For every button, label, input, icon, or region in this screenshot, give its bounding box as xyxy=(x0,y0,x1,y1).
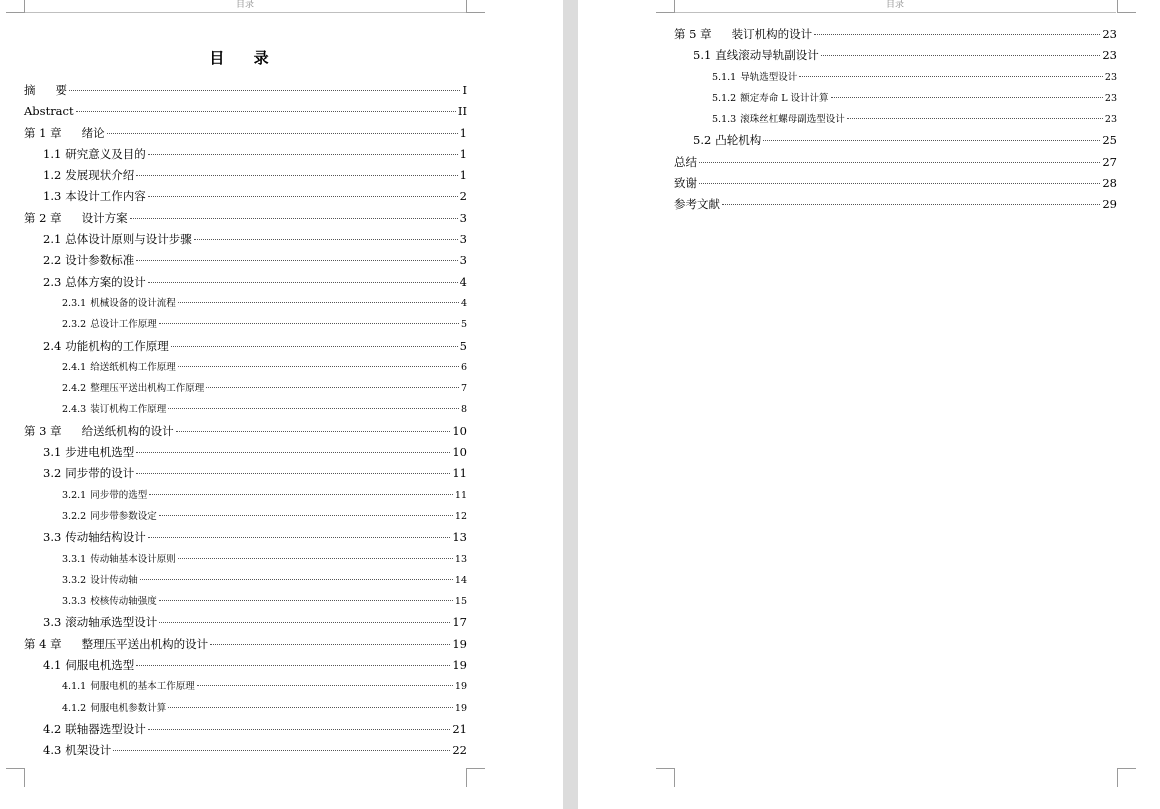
toc-dot-leader xyxy=(159,600,453,601)
toc-entry-page-number: II xyxy=(457,104,467,119)
toc-entry-title: 传动轴结构设计 xyxy=(65,530,146,545)
toc-entry[interactable] xyxy=(674,152,1117,173)
toc-entry-title: 滚珠丝杠螺母副选型设计 xyxy=(740,114,845,126)
toc-entry-title: 设计方案 xyxy=(81,210,128,225)
header-rule xyxy=(674,12,1116,13)
toc-entry-title: 研究意义及目的 xyxy=(65,146,146,161)
toc-entry-page-number: 12 xyxy=(454,510,467,522)
toc-entry[interactable] xyxy=(24,186,467,207)
crop-mark-top-left xyxy=(656,0,675,13)
toc-entry[interactable] xyxy=(24,272,467,293)
toc-entry-number: 2.3.2 xyxy=(62,319,87,331)
toc-entry-title: 参考文献 xyxy=(674,197,720,212)
toc-dot-leader xyxy=(197,685,453,686)
toc-entry-title: 同步带的选型 xyxy=(90,489,148,501)
toc-entry-title: 整理压平送出机构工作原理 xyxy=(90,383,205,395)
toc-entry-title: 直线滚动导轨副设计 xyxy=(715,48,819,63)
toc-entry-title: 传动轴基本设计原则 xyxy=(90,553,176,565)
toc-entry-title: 本设计工作内容 xyxy=(65,189,146,204)
toc-dot-leader xyxy=(159,515,453,516)
toc-entry-number: 2.4 xyxy=(43,338,62,353)
toc-entry-number: 4.2 xyxy=(43,721,62,736)
toc-dot-leader xyxy=(814,34,1100,35)
toc-entry-number: 第 4 章 xyxy=(24,636,62,651)
toc-entry-page-number: 23 xyxy=(1104,114,1117,126)
toc-dot-leader xyxy=(171,346,458,347)
toc-entry-page-number: 19 xyxy=(454,702,467,714)
toc-entry-page-number: 5 xyxy=(460,319,467,331)
toc-entry-number: 2.3 xyxy=(43,274,62,289)
toc-dot-leader xyxy=(178,366,459,367)
toc-entry-title: 伺服电机选型 xyxy=(65,658,135,673)
toc-entry-number: 2.3.1 xyxy=(62,297,87,309)
crop-mark-bottom-right xyxy=(466,768,485,787)
toc-entry-title: 凸轮机构 xyxy=(715,133,762,148)
toc-entry-title: 整理压平送出机构的设计 xyxy=(81,636,209,651)
toc-entry-page-number: 8 xyxy=(460,404,467,416)
toc-dot-leader xyxy=(140,579,453,580)
crop-mark-bottom-right xyxy=(1117,768,1136,787)
toc-entry-page-number: 19 xyxy=(454,681,467,693)
toc-entry-page-number: 4 xyxy=(459,274,467,289)
toc-entry[interactable] xyxy=(24,634,467,655)
toc-dot-leader xyxy=(136,665,450,666)
toc-entry-number: 3.2.2 xyxy=(62,510,87,522)
toc-entry[interactable] xyxy=(24,442,467,463)
toc-entry[interactable] xyxy=(24,655,467,676)
toc-entry-page-number: 19 xyxy=(452,658,467,673)
toc-dot-leader xyxy=(821,55,1101,56)
toc-entry[interactable] xyxy=(24,314,467,335)
toc-entry-title: 功能机构的工作原理 xyxy=(65,338,169,353)
toc-entry-page-number: 10 xyxy=(452,423,467,438)
toc-entry[interactable] xyxy=(24,165,467,186)
toc-entry-number: 摘 xyxy=(24,83,36,97)
toc-entry-title: 发展现状介绍 xyxy=(65,168,135,183)
toc-entry-title: 机械设备的设计流程 xyxy=(90,297,176,309)
toc-entry-number: 2.4.1 xyxy=(62,361,87,373)
toc-entry-page-number: 29 xyxy=(1102,197,1117,212)
toc-entry[interactable] xyxy=(24,421,467,442)
toc-dot-leader xyxy=(159,622,450,623)
toc-entry-page-number: 7 xyxy=(460,383,467,395)
toc-entry-number: 第 3 章 xyxy=(24,423,62,438)
toc-entry[interactable] xyxy=(674,24,1117,45)
toc-entry-title: 给送纸机构工作原理 xyxy=(90,361,176,373)
toc-entry[interactable] xyxy=(24,698,467,719)
toc-entry-title: 同步带参数设定 xyxy=(90,510,157,522)
toc-entry[interactable] xyxy=(24,506,467,527)
toc-entry-page-number: 2 xyxy=(459,189,467,204)
toc-entry[interactable] xyxy=(24,612,467,633)
toc-entry-title: 联轴器选型设计 xyxy=(65,721,146,736)
toc-entry-title: 滚动轴承选型设计 xyxy=(65,615,158,630)
toc-dot-leader xyxy=(136,260,457,261)
toc-dot-leader xyxy=(130,218,458,219)
crop-mark-top-right xyxy=(1117,0,1136,13)
toc-entry[interactable] xyxy=(24,570,467,591)
toc-entry-title: 设计参数标准 xyxy=(65,253,135,268)
toc-entry-number: 5.1.2 xyxy=(712,92,737,104)
toc-dot-leader xyxy=(148,729,451,730)
toc-dot-leader xyxy=(168,707,453,708)
toc-dot-leader xyxy=(136,473,450,474)
running-header: 目录 xyxy=(235,0,255,10)
toc-dot-leader xyxy=(176,431,451,432)
toc-entry-title: 给送纸机构的设计 xyxy=(81,423,174,438)
toc-entry-number: 第 2 章 xyxy=(24,210,62,225)
running-header: 目录 xyxy=(885,0,905,10)
toc-entry[interactable] xyxy=(24,229,467,250)
crop-mark-top-right xyxy=(466,0,485,13)
toc-entry[interactable] xyxy=(24,719,467,740)
toc-entry-number: 1.3 xyxy=(43,189,62,204)
toc-entry-title: 总设计工作原理 xyxy=(90,319,157,331)
document-page-right xyxy=(578,0,1160,809)
toc-entry[interactable] xyxy=(24,740,467,761)
toc-entry-title: 绪论 xyxy=(81,125,105,140)
toc-entry[interactable] xyxy=(24,80,467,101)
toc-entry-number: 2.2 xyxy=(43,253,62,268)
toc-entry-title: 装订机构的设计 xyxy=(731,27,813,41)
toc-entry-page-number: 11 xyxy=(452,466,467,481)
toc-title: 目 录 xyxy=(209,49,281,67)
toc-entry-page-number: 21 xyxy=(452,721,467,736)
toc-dot-leader xyxy=(136,452,450,453)
toc-entry-number: 3.3.1 xyxy=(62,553,87,565)
toc-entry[interactable] xyxy=(24,591,467,612)
toc-entry-page-number: 3 xyxy=(459,253,467,268)
document-page-left xyxy=(0,0,563,809)
toc-entry-title: 伺服电机的基本工作原理 xyxy=(90,681,195,693)
page-gutter xyxy=(563,0,578,809)
toc-entry[interactable] xyxy=(24,485,467,506)
crop-mark-bottom-left xyxy=(6,768,25,787)
toc-dot-leader xyxy=(69,90,460,91)
toc-dot-leader xyxy=(148,196,458,197)
toc-entry-page-number: 28 xyxy=(1102,176,1117,191)
toc-entry-page-number: 6 xyxy=(460,361,467,373)
toc-entry-page-number: 13 xyxy=(452,530,467,545)
toc-entry-number: 2.4.3 xyxy=(62,404,87,416)
toc-entry-page-number: 27 xyxy=(1102,154,1117,169)
toc-entry-title: 总结 xyxy=(674,154,697,169)
toc-entry-title: 设计传动轴 xyxy=(90,574,138,586)
toc-entry[interactable] xyxy=(24,676,467,697)
toc-entry-page-number: 23 xyxy=(1102,27,1117,41)
toc-entry[interactable] xyxy=(24,293,467,314)
toc-entry-number: 5.2 xyxy=(693,133,712,148)
toc-entry[interactable] xyxy=(24,101,467,122)
toc-dot-leader xyxy=(847,118,1103,119)
toc-dot-leader xyxy=(159,323,459,324)
toc-entry-title: 伺服电机参数计算 xyxy=(90,702,167,714)
toc-entry[interactable] xyxy=(674,109,1117,130)
toc-entry-title: 校核传动轴强度 xyxy=(90,596,157,608)
toc-dot-leader xyxy=(799,76,1103,77)
toc-entry-number: 3.3 xyxy=(43,530,62,545)
toc-dot-leader xyxy=(831,97,1103,98)
toc-entry[interactable] xyxy=(24,123,467,144)
toc-entry-page-number: 3 xyxy=(459,232,467,247)
toc-entry-number: 4.1.1 xyxy=(62,681,87,693)
toc-entry[interactable] xyxy=(24,144,467,165)
toc-entry-title: 致谢 xyxy=(674,176,697,191)
toc-dot-leader xyxy=(210,644,450,645)
toc-entry-page-number: 4 xyxy=(460,297,467,309)
toc-dot-leader xyxy=(178,558,453,559)
toc-entry-page-number: 3 xyxy=(459,210,467,225)
toc-entry-page-number: 13 xyxy=(454,553,467,565)
toc-entry[interactable] xyxy=(24,399,467,420)
toc-entry-number: 5.1.3 xyxy=(712,114,737,126)
toc-dot-leader xyxy=(76,111,456,112)
toc-entry-number: 4.1.2 xyxy=(62,702,87,714)
toc-dot-leader xyxy=(136,175,457,176)
toc-entry-page-number: I xyxy=(462,83,467,97)
toc-dot-leader xyxy=(168,408,459,409)
toc-entry[interactable] xyxy=(674,130,1117,151)
toc-entry[interactable] xyxy=(24,336,467,357)
toc-entry[interactable] xyxy=(24,549,467,570)
toc-entry-number: 4.1 xyxy=(43,658,62,673)
toc-entry-number: 第 1 章 xyxy=(24,125,62,140)
toc-entry[interactable] xyxy=(674,45,1117,66)
toc-dot-leader xyxy=(206,387,459,388)
toc-dot-leader xyxy=(148,154,458,155)
toc-entry-number: 1.1 xyxy=(43,146,62,161)
toc-entry[interactable] xyxy=(24,208,467,229)
toc-entry-title: 总体方案的设计 xyxy=(65,274,146,289)
toc-list-right xyxy=(674,24,1117,216)
toc-entry-title: 要 xyxy=(55,83,67,97)
toc-entry[interactable] xyxy=(24,250,467,271)
toc-entry-number: 2.1 xyxy=(43,232,62,247)
toc-entry[interactable] xyxy=(24,378,467,399)
toc-entry-number: 3.2 xyxy=(43,466,62,481)
toc-entry-number: 3.3.2 xyxy=(62,574,87,586)
toc-entry-page-number: 25 xyxy=(1102,133,1117,148)
toc-entry-number: 5.1 xyxy=(693,48,712,63)
toc-entry[interactable] xyxy=(24,463,467,484)
toc-entry-title: 装订机构工作原理 xyxy=(90,404,167,416)
toc-entry-title: 导轨选型设计 xyxy=(740,71,798,83)
toc-dot-leader xyxy=(194,239,458,240)
toc-entry-number: 5.1.1 xyxy=(712,71,737,83)
toc-dot-leader xyxy=(148,537,451,538)
toc-entry-page-number: 23 xyxy=(1104,71,1117,83)
toc-entry-number: 2.4.2 xyxy=(62,383,87,395)
toc-list-left xyxy=(24,80,467,762)
toc-entry-title: 机架设计 xyxy=(65,743,112,758)
toc-entry-page-number: 23 xyxy=(1104,92,1117,104)
toc-dot-leader xyxy=(763,140,1100,141)
toc-entry[interactable] xyxy=(674,173,1117,194)
toc-entry-number: 第 5 章 xyxy=(674,27,712,41)
toc-entry[interactable] xyxy=(674,67,1117,88)
toc-entry-title: 步进电机选型 xyxy=(65,445,135,460)
toc-dot-leader xyxy=(149,494,453,495)
toc-entry-page-number: 11 xyxy=(454,489,467,501)
header-rule xyxy=(24,12,466,13)
toc-entry-page-number: 19 xyxy=(452,636,467,651)
toc-entry-page-number: 1 xyxy=(459,168,467,183)
toc-dot-leader xyxy=(148,282,458,283)
toc-entry[interactable] xyxy=(674,88,1117,109)
toc-entry-number: 3.2.1 xyxy=(62,489,87,501)
toc-entry-number: 1.2 xyxy=(43,168,62,183)
toc-entry[interactable] xyxy=(24,357,467,378)
toc-entry-page-number: 22 xyxy=(452,743,467,758)
toc-entry-number: 3.3.3 xyxy=(62,596,87,608)
toc-entry[interactable] xyxy=(24,527,467,548)
toc-entry-number: 4.3 xyxy=(43,743,62,758)
toc-entry-title: 总体设计原则与设计步骤 xyxy=(65,232,192,247)
toc-dot-leader xyxy=(722,204,1100,205)
toc-entry-title: Abstract xyxy=(24,104,74,119)
toc-dot-leader xyxy=(178,302,459,303)
toc-dot-leader xyxy=(107,133,458,134)
toc-entry-title: 同步带的设计 xyxy=(65,466,135,481)
toc-dot-leader xyxy=(699,162,1100,163)
crop-mark-bottom-left xyxy=(656,768,675,787)
toc-entry[interactable] xyxy=(674,194,1117,215)
toc-entry-page-number: 1 xyxy=(459,125,467,140)
toc-dot-leader xyxy=(699,183,1100,184)
toc-entry-page-number: 15 xyxy=(454,596,467,608)
toc-entry-page-number: 23 xyxy=(1102,48,1117,63)
toc-entry-page-number: 14 xyxy=(454,574,467,586)
toc-entry-page-number: 1 xyxy=(459,146,467,161)
toc-dot-leader xyxy=(113,750,450,751)
toc-entry-number: 3.1 xyxy=(43,445,62,460)
toc-entry-page-number: 5 xyxy=(459,338,467,353)
toc-entry-page-number: 17 xyxy=(452,615,467,630)
crop-mark-top-left xyxy=(6,0,25,13)
toc-entry-page-number: 10 xyxy=(452,445,467,460)
toc-entry-title: 额定寿命 L 设计计算 xyxy=(740,92,829,104)
toc-entry-number: 3.3 xyxy=(43,615,62,630)
